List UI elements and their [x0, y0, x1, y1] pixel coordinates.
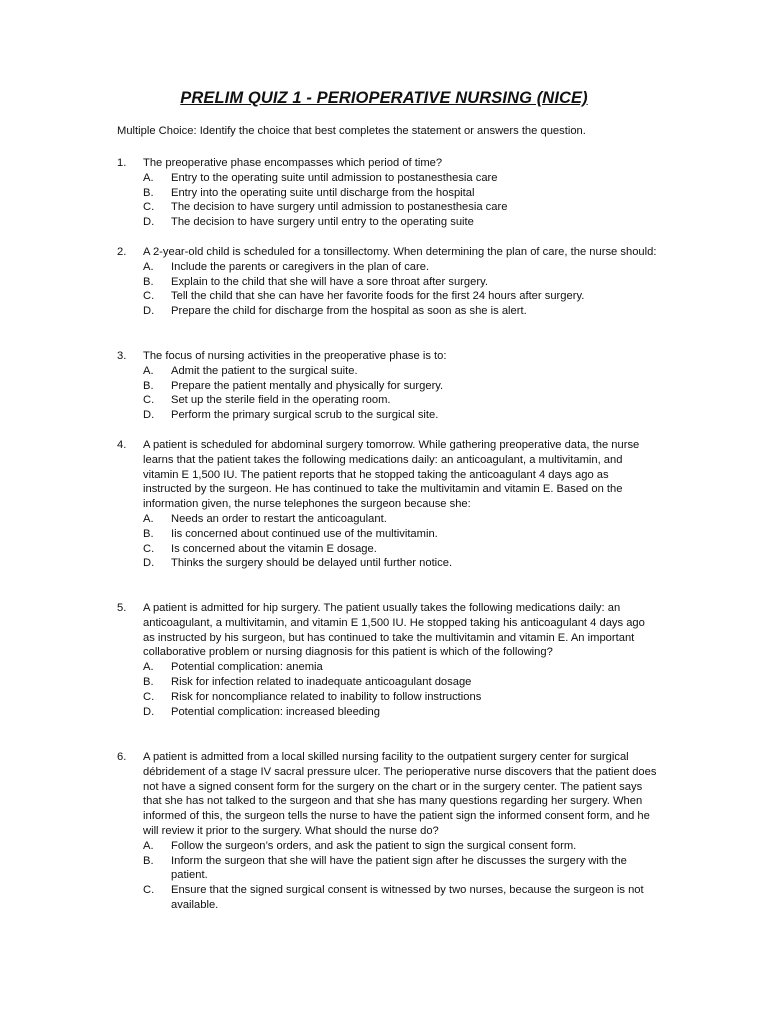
choice-text: Prepare the child for discharge from the hospital as soon as she is alert.: [171, 305, 527, 318]
answer-choice: [117, 260, 657, 275]
choice-letter: C.: [143, 884, 155, 897]
choice-letter: B.: [143, 527, 154, 540]
question-number: 1.: [117, 157, 127, 169]
choice-letter: B.: [143, 275, 154, 288]
answer-choice: [117, 289, 657, 304]
choice-text: The decision to have surgery until entry to the operating suite: [171, 216, 474, 229]
answer-choice: [117, 379, 657, 394]
choice-letter: A.: [143, 512, 154, 525]
choice-text: Entry to the operating suite until admission to postanesthesia care: [171, 171, 498, 184]
choice-letter: A.: [143, 260, 154, 273]
choice-text: Needs an order to restart the anticoagulant.: [171, 512, 387, 525]
choice-text: Iis concerned about continued use of the multivitamin.: [171, 527, 438, 540]
choice-letter: C.: [143, 394, 155, 407]
choice-text: Thinks the surgery should be delayed until further notice.: [171, 557, 453, 570]
choice-text: Risk for noncompliance related to inability to follow instructions: [171, 690, 482, 703]
choice-text: Ensure that the signed surgical consent is witnessed by two nurses, because the surgeon is not available.: [171, 884, 644, 911]
choice-text: Potential complication: increased bleeding: [171, 705, 380, 718]
answer-choice: [117, 839, 657, 854]
choice-letter: D.: [143, 216, 155, 229]
choice-text: Tell the child that she can have her favorite foods for the first 24 hours after surgery.: [171, 290, 585, 303]
question-number: 2.: [117, 246, 127, 258]
question-text: The focus of nursing activities in the preoperative phase is to:: [143, 350, 447, 362]
question-number: 5.: [117, 602, 127, 614]
instructions: Multiple Choice: Identify the choice that best completes the statement or answers the question.: [117, 125, 586, 137]
answer-choice: [117, 512, 657, 527]
answer-choice: [117, 200, 657, 215]
answer-choice: [117, 275, 657, 290]
choice-text: Prepare the patient mentally and physically for surgery.: [171, 379, 444, 392]
choice-letter: A.: [143, 171, 154, 184]
question-4: [117, 438, 657, 571]
choice-letter: C.: [143, 290, 155, 303]
answer-choice: [117, 171, 657, 186]
answer-choice: [117, 542, 657, 557]
choice-letter: A.: [143, 661, 154, 674]
question-number: 4.: [117, 439, 127, 451]
question-5: [117, 601, 657, 719]
answer-choice: [117, 690, 657, 705]
choice-letter: D.: [143, 409, 155, 422]
choice-letter: D.: [143, 305, 155, 318]
question-3: [117, 349, 657, 423]
choice-text: Include the parents or caregivers in the plan of care.: [171, 260, 430, 273]
question-text: The preoperative phase encompasses which period of time?: [143, 157, 443, 169]
choice-letter: D.: [143, 705, 155, 718]
choice-letter: B.: [143, 379, 154, 392]
answer-choice: [117, 215, 657, 230]
choice-letter: B.: [143, 186, 154, 199]
choice-letter: C.: [143, 201, 155, 214]
answer-choice: [117, 186, 657, 201]
question-number: 3.: [117, 350, 127, 362]
choice-text: Risk for infection related to inadequate anticoagulant dosage: [171, 675, 472, 688]
answer-choice: [117, 364, 657, 379]
choice-text: Set up the sterile field in the operating room.: [171, 394, 391, 407]
answer-choice: [117, 854, 657, 884]
choice-text: Admit the patient to the surgical suite.: [171, 364, 358, 377]
question-number: 6.: [117, 751, 127, 763]
question-6: [117, 750, 657, 913]
choice-letter: A.: [143, 839, 154, 852]
answer-choice: [117, 527, 657, 542]
choice-letter: D.: [143, 557, 155, 570]
choice-text: Explain to the child that she will have a sore throat after surgery.: [171, 275, 488, 288]
question-text: A patient is scheduled for abdominal surgery tomorrow. While gathering preoperative data, the nurse learns that the patient takes the following medications daily: an anticoagulant, a multivitamin, and vitamin E 1,500 IU. The patient reports that he stopped taking the anticoagulant 4 days ago as instructed by the surgeon. He has continued to take the multivitamin and vitamin E. Based on the information given, the nurse telephones the surgeon because she:: [143, 439, 640, 511]
question-text: A 2-year-old child is scheduled for a tonsillectomy. When determining the plan of care, the nurse should:: [143, 246, 657, 258]
choice-text: Inform the surgeon that she will have the patient sign after he discusses the surgery with the patient.: [171, 854, 627, 882]
choice-text: Perform the primary surgical scrub to the surgical site.: [171, 409, 439, 422]
choice-text: Potential complication: anemia: [171, 661, 323, 674]
answer-choice: [117, 393, 657, 408]
answer-choice: [117, 556, 657, 571]
question-1: [117, 156, 657, 230]
question-text: A patient is admitted from a local skilled nursing facility to the outpatient surgery center for surgical débridement of a stage IV sacral pressure ulcer. The perioperative nurse discovers that the patient does not have a signed consent form for the surgery on the chart or in the surgery center. The patient says that she has not talked to the surgeon and that she has many questions regarding her surgery. When informed of this, the surgeon tells the nurse to have the patient sign the informed consent form, and he will review it prior to the surgery. What should the nurse do?: [143, 751, 657, 837]
answer-choice: [117, 408, 657, 423]
answer-choice: [117, 304, 657, 319]
answer-choice: [117, 705, 657, 720]
choice-text: Is concerned about the vitamin E dosage.: [171, 542, 377, 555]
question-text: A patient is admitted for hip surgery. The patient usually takes the following medications daily: an anticoagulant, a multivitamin, and vitamin E 1,500 IU. He stopped taking his anticoagulant 4 days ago as instructed by his surgeon, but has continued to take the multivitamin and vitamin E. An important collaborative problem or nursing diagnosis for this patient is which of the following?: [143, 602, 645, 659]
choice-text: Entry into the operating suite until discharge from the hospital: [171, 186, 475, 199]
choice-letter: B.: [143, 854, 154, 867]
choice-letter: C.: [143, 690, 155, 703]
choice-text: The decision to have surgery until admission to postanesthesia care: [171, 201, 508, 214]
page-title: PRELIM QUIZ 1 - PERIOPERATIVE NURSING (NICE): [180, 89, 588, 107]
choice-letter: C.: [143, 542, 155, 555]
answer-choice: [117, 660, 657, 675]
answer-choice: [117, 883, 657, 913]
answer-choice: [117, 675, 657, 690]
choice-text: Follow the surgeon’s orders, and ask the patient to sign the surgical consent form.: [171, 839, 577, 852]
choice-letter: A.: [143, 364, 154, 377]
choice-letter: B.: [143, 675, 154, 688]
question-2: [117, 245, 657, 319]
